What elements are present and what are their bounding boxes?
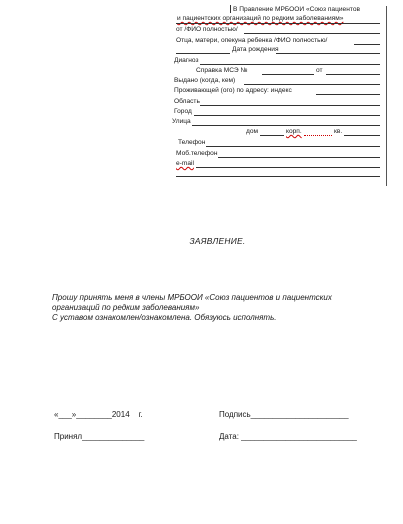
margin-bar — [386, 6, 387, 186]
phone-rule — [206, 146, 380, 147]
signature-blank: ______________________ — [250, 410, 349, 419]
header-line-2-rule — [176, 23, 380, 24]
header-line-10: Область — [174, 98, 200, 105]
header-line-7a: Справка МСЭ № — [196, 67, 248, 74]
house-rule — [260, 135, 284, 136]
index-rule — [316, 94, 380, 95]
header-line-8: Выдано (когда, кем) — [174, 77, 236, 84]
header-line-16: e-mail — [176, 160, 194, 167]
birth-date-rule — [276, 53, 380, 54]
header-line-13c: кв. — [334, 128, 343, 135]
accepted-field — [54, 432, 144, 442]
date-field — [54, 410, 143, 420]
parent-fio-rule — [354, 44, 380, 45]
extra-rule — [176, 176, 380, 177]
header-line-1: В Правление МРБООИ «Союз пациентов — [233, 6, 360, 13]
email-rule — [196, 167, 380, 168]
accepted-label: Принял — [54, 432, 83, 441]
accept-date-label: Дата: — [219, 432, 239, 441]
date-prefix: «___»________ — [54, 410, 112, 419]
document-title: ЗАЯВЛЕНИЕ. — [189, 236, 246, 246]
date-year: 2014 — [111, 410, 130, 419]
mse-number-rule — [262, 74, 314, 75]
apartment-rule — [344, 135, 380, 136]
accepted-blank: ______________ — [82, 432, 145, 441]
header-line-5: Дата рождения — [232, 46, 279, 53]
header-line-14: Телефон — [178, 139, 206, 146]
header-line-13b: корп. — [286, 128, 302, 135]
signature-field — [219, 410, 349, 420]
accept-date-field — [219, 432, 357, 442]
date-year-suffix: г. — [138, 410, 143, 419]
mobile-phone-rule — [218, 157, 380, 158]
signature-label: Подпись — [219, 410, 251, 419]
header-line-13a: дом — [246, 128, 259, 135]
diagnosis-rule — [200, 64, 380, 65]
header-line-11: Город — [174, 108, 192, 115]
header-line-2: и пациентских организаций по редким заболеваниям» — [177, 15, 344, 22]
header-line-4: Отца, матери, опекуна ребенка /ФИО полностью/ — [176, 37, 328, 44]
birth-pre-rule — [176, 53, 230, 54]
body-line-3: С уставом ознакомлен/ознакомлена. Обязуюсь исполнять. — [52, 313, 277, 322]
header-line-9: Проживающей (ого) по адресу: индекс — [174, 87, 292, 94]
building-rule — [304, 133, 332, 136]
accept-date-blank: __________________________ — [241, 432, 357, 441]
region-rule — [200, 105, 380, 106]
header-line-6: Диагноз — [174, 57, 199, 64]
text-cursor-mark — [230, 5, 231, 13]
header-line-12: Улица — [172, 118, 191, 125]
mse-date-rule — [326, 74, 380, 75]
body-line-1: Прошу принять меня в члены МРБООИ «Союз пациентов и пациентских — [52, 293, 332, 302]
header-line-15: Моб.телефон — [176, 150, 218, 157]
city-rule — [194, 115, 380, 116]
header-line-7b: от — [316, 67, 323, 74]
street-rule — [192, 125, 380, 126]
header-line-3: от /ФИО полностью/ — [176, 26, 238, 33]
body-line-2: организаций по редким заболеваниям» — [52, 303, 200, 312]
issued-rule — [244, 84, 380, 85]
from-fio-rule — [244, 33, 380, 34]
